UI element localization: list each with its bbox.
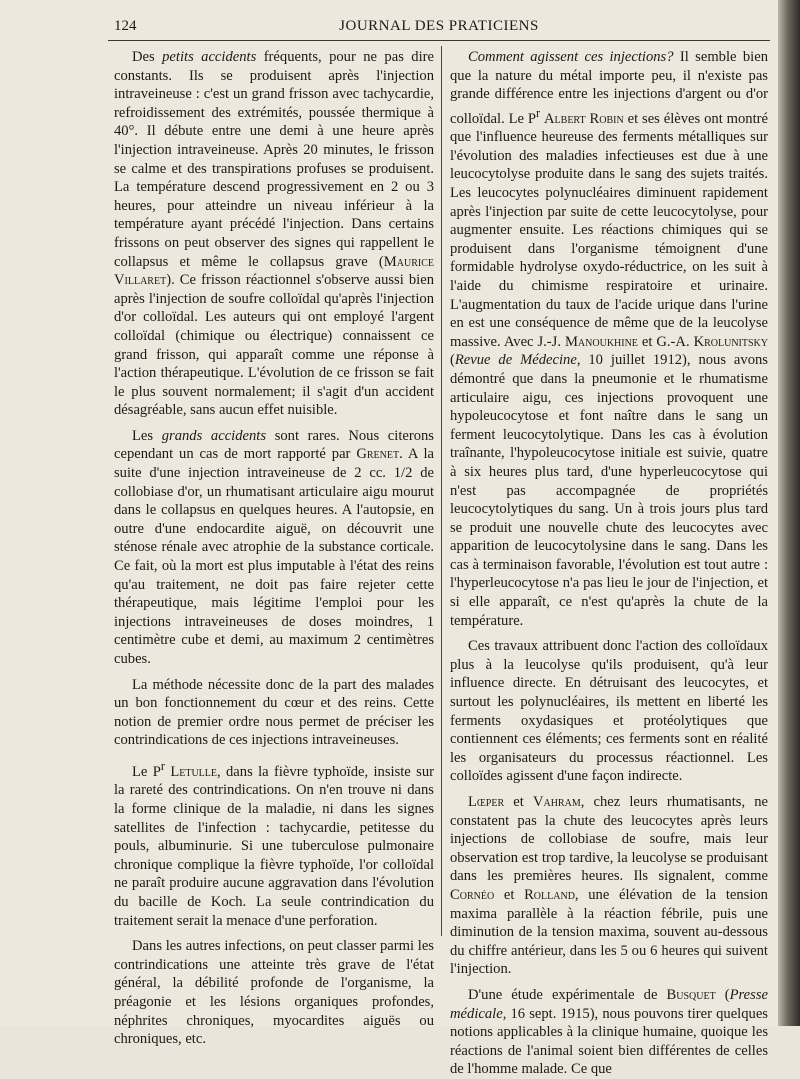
left-column [114, 48, 434, 1049]
running-title: JOURNAL DES PRATICIENS [339, 18, 539, 34]
page-edge-shadow [778, 0, 800, 1026]
paragraph-loeper-vahram: Lœper et Vahram, chez leurs rhumatisants, ne constatent pas la chute des leucocytes après leurs injections de collobiase de soufre, mais leur observation est trop tardive, la leucolyse se produisant dans les premières heures. Ils signalent, comme Cornéo et Rolland, une élévation de la tension maxima parallèle à la réaction fébrile, puis une diminution de la tension maxima, souvent au-dessous du chiffre antérieur, dans les 5 ou 6 heures qui suivent l'injection. [450, 794, 768, 978]
paragraph-busquet: D'une étude expérimentale de Busquet (Presse médicale, 16 sept. 1915), nous pouvons tirer quelques notions applicables à la clinique humaine, quoique les réactions de l'animal soient bien différentes de celles de l'homme malade. Ce que [450, 986, 768, 1078]
paragraph-grands-accidents: Les grands accidents sont rares. Nous citerons cependant un cas de mort rapporté par Grenet. A la suite d'une injection intraveineuse de 2 cc. 1/2 de collobiase d'or, un rhumatisant articulaire aigu mourut dans le collapsus en quelques heures. A l'autopsie, en outre d'une endocardite aiguë, on découvrit une sténose rénale avec atrophie de la substance corticale. Ce fait, où la mort est plus imputable à l'état des reins qu'au traitement, ne doit pas faire rejeter cette thérapeutique, mais légitime l'emploi pour les injections intraveineuses de doses moindres, 1 centimètre cube et demi, au maximum 2 centimètres cubes. [114, 427, 434, 667]
header-rule [108, 40, 770, 41]
page-number: 124 [114, 18, 137, 34]
paragraph-comment-agissent: Comment agissent ces injections? Il semble bien que la nature du métal importe peu, il n'existe pas grande différence entre les injections d'argent ou d'or colloïdal. Le $P^r$ Albert Robin et ses élèves ont montré que l'influence heureuse des ferments métalliques sur l'évolution des maladies infectieuses est due à une leucocytolyse produite dans le sang des sujets traités. Les leucocytes polynucléaires diminuent rapidement après l'injection par suite de cette leucocytolyse, pour augmenter ensuite. Les réactions chimiques qui se produisent dans l'organisme témoignent d'une formidable hydrolyse oxydo-réductrice, on les suit à l'aide du chimisme respiratoire et urinaire. L'augmentation du taux de l'acide urique dans l'urine en est une conséquence de même que de la leucolyse massive. Avec J.-J. Manoukhine et G.-A. Krolunitsky (Revue de Médecine, 10 juillet 1912), nous avons démontré que dans la pneumonie et le rhumatisme articulaire aigu, ces injections provoquent une hypoleucocytose et font naître dans le sang un ferment leucocytolytique. Dans les cas à évolution traînante, l'hypoleucocytose initiale est suivie, quatre à six heures plus tard, d'une hyperleucocytose qui n'est pas accompagnée de propriétés leucocytolytiques du sang. Un à trois jours plus tard se produit une nouvelle chute des leucocytes avec apparition de leucocytolysine dans le sang. Dans les cas à terminaison favorable, l'évolution est tout autre : l'hyperleucocytose n'a pas lieu le jour de l'injection, et si elle apparaît, ce n'est qu'après la chute de la température. [450, 49, 768, 629]
right-column [450, 48, 768, 1079]
column-divider [441, 46, 442, 936]
paragraph-autres-infections: Dans les autres infections, on peut classer parmi les contrindications une atteinte très grave de l'état général, la débilité profonde de l'organisme, la préagonie et les lésions organiques profondes, néphrites chroniques, myocardites aiguës ou chroniques, etc. [114, 938, 434, 1048]
paragraph-petits-accidents: Des petits accidents fréquents, pour ne pas dire constants. Ils se produisent après l'injection intraveineuse : c'est un grand frisson avec tachycardie, refroidissement des extrémités, poussée thermique à 40°. Il débute entre une demi à une heure après l'injection intraveineuse. Après 20 minutes, le frisson se calme et des transpirations profuses se produisent. La température descend progressivement en 2 ou 3 heures, pour atteindre un niveau inférieur à la température ayant précédé l'injection. Dans certains frissons on peut observer des signes qui rappellent le collapsus et même le collapsus grave (Maurice Villaret). Ce frisson réactionnel s'observe aussi bien après l'injection de soufre colloïdal qu'après l'injection d'or colloïdal. Les auteurs qui ont employé l'argent colloïdal (chimique ou électrique) connaissent ce grand frisson, qui apparaît comme une réponse à l'action thérapeutique. L'évolution de ce frisson se fait le plus souvent normalement; il s'agit d'un accident désagréable, sans aucun effet nuisible. [114, 49, 434, 419]
paragraph-methode: La méthode nécessite donc de la part des malades un bon fonctionnement du cœur et des reins. Cette notion de premier ordre nous permet de préciser les contrindications de ces injections intraveineuses. [114, 676, 434, 749]
page-header [108, 14, 770, 40]
paragraph-letulle: Le $P^r$ Letulle, dans la fièvre typhoïde, insiste sur la rareté des contrindications. On n'en trouve ni dans la forme clinique de la maladie, ni dans les signes satellites de l'infection : tachycardie, petitesse du pouls, albuminurie. Si une tuberculose pulmonaire chronique complique la fièvre typhoïde, l'or colloïdal ne paraît produire aucune aggravation dans l'évolution du bacille de Koch. La seule contrindication du traitement serait la menace d'une perforation. [114, 758, 434, 929]
paragraph-travaux: Ces travaux attribuent donc l'action des colloïdaux plus à la leucolyse qu'ils produisent, qu'à leur influence directe. En détruisant des leucocytes, et surtout les polynucléaires, ils mettent en liberté les ferments oxydasiques et protéolytiques que contiennent ces éléments; ces ferments sont en réalité les organisateurs du processus réactionnel. Les colloïdes agissent d'une façon indirecte. [450, 638, 768, 785]
